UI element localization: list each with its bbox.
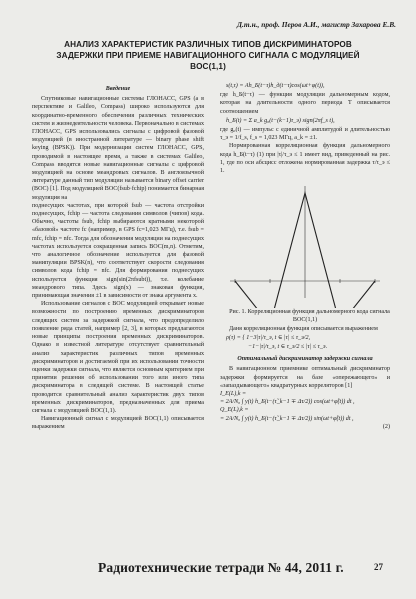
paragraph: Спутниковые навигационные системы ГЛОНАСС, GPS (а в перспективе и Galileo, Compass) широко используются для координатно-временного обеспечения различных технических систем и жизнедеятельности человека. Первоначально в системах ГЛОНАСС, GPS использовались сигналы с цифровой фазовой модуляцией (в иностранной литературе — binary phase shift keying (BPSK)). При модернизации систем ГЛОНАСС, GPS, проводимой в настоящее время, а также в системах Galileo, Compass вводятся новые навигационные сигналы с цифровой модуляцией на основе меандровых сигналов. В англоязычной литературе данный тип модуляции называется binary offset carrier (BOC) [1]. Под модуляцией BOC(fsub·fchip) понимается бинарная модуляция на (32, 96, 204, 201)
paragraph: где h_Б(t−τ) — функция модуляции дальномерным кодом, которая на длительности одного периода T описывается соотношением (220, 92, 390, 115)
correlation-figure (220, 178, 390, 308)
paragraph: Нормированная корреляционная функция дальномерного кода h_Б(t−τ) (1) при |τ|/τ_э ≤ 1 имеет вид, приведенный на рис. 1, где по оси абсцисс отложена нормированная задержка τ/τ_э ≤ 1. (220, 143, 390, 175)
equation-number: (2) (382, 423, 390, 430)
right-column (220, 81, 390, 431)
equation-4: I_E(L),k = (220, 391, 247, 398)
equation-2: h_Б(t) = Σ a_k g₀(t−(k−1)τ_э) sign(2πf_s t), (226, 117, 335, 124)
equation-7 (220, 415, 390, 423)
correlation-plot (220, 178, 390, 308)
paragraph: Даня корреляционная функция описывается выражением (229, 325, 378, 332)
article-title: АНАЛИЗ ХАРАКТЕРИСТИК РАЗЛИЧНЫХ ТИПОВ ДИСКРИМИНАТОРОВ ЗАДЕРЖКИ ПРИ ПРИЕМЕ НАВИГАЦИОННОГО СИГНАЛА С МОДУЛЯЦИЕЙ BOC(1,1) (56, 40, 360, 71)
paragraph: Использование сигналов с BOC модуляцией открывает новые возможности по построению временных дискриминаторов следящих систем за задержкой сигнала, что предопределило появление ряда статей, например [2, 3], в которых предлагаются новые принципы построения временных дискриминаторов. Однако в известной литературе отсутствует сравнительный анализ характеристик различных типов временных дискриминаторов и достигаемой при их использовании точности оценки задержки сигнала, что является основным критерием при принятии решения об использовании того или иного типа дискриминатора в следящей системе. В настоящей статье проводится сравнительный анализ характеристик двух типов временных дискриминаторов, предназначенных для приема сигнала с модуляцией BOC(1,1). (32, 301, 204, 414)
journal-footer: Радиотехнические тетради № 44, 2011 г. (98, 560, 344, 575)
section-heading: Оптимальный дискриминатор задержки сигнала (237, 356, 373, 363)
paragraph: поднесущих частотах, при которой fsub — частота отстройки поднесущих, fchip — частота следования символов (чипов) кода. Обычно, частоты fsub, fchip выбираются кратными некоторой «базовой» частоте fc (например, в GPS fc=1,023 МГц), т.е. fsub = mfc, fchip = nfc. Тогда для обозначения модуляции на поднесущих частотах используется сокращенная запись BOC(m,n). Отметим, что аналогичное обозначение используется для фазовой манипуляции BPSK(n), что соответствует скорости следования символов кода fchip = nfc. Для формирования поднесущих используется функция sign(sin(2πfsubt)), т.е. колебание меандрового типа. Здесь sign(x) — знаковая функция, принимающая значения ±1 в зависимости от знака аргумента x. (32, 202, 204, 300)
paragraph: Навигационный сигнал с модуляцией BOC(1,1) описывается выражением (32, 416, 204, 431)
paragraph: где g₀(t) — импульс с единичной амплитудой и длительностью τ_э = 1/f_s, f_s = 1,023 МГц, a_k = ±1. (220, 127, 390, 142)
equation-6: Q_E(L),k = (220, 407, 249, 414)
figure-caption: Рис. 1. Корреляционная функция дальномерного кода сигнала BOC(1,1) (229, 309, 390, 324)
equation-1: s(t,τ) = Ah_Б(t−τ)h_д(t−τ)cos(ωt+φ(t)), (226, 83, 325, 89)
page-number: 27 (374, 562, 383, 572)
intro-heading: Введение (105, 86, 131, 92)
equation-3a: ρ(τ) = { 1−3|τ|/τ_э, t ∈ |τ| ≤ τ_э/2, (226, 334, 311, 341)
left-column (32, 81, 204, 432)
equation-3b: −1−|τ|/τ_э, t ∈ τ_э/2 ≤ |τ| ≤ τ_э. (248, 344, 328, 351)
equation-7-text: = 2A/N₀ ∫ y(t) h_Б(t−(τ̃_k−1 ∓ Δτ/2)) sin(ωt+φ̃(t)) dt , (220, 415, 354, 422)
paragraph: В навигационном приемнике оптимальный дискриминатор задержки формируется на базе «опережающего» и «запаздывающего» квадратурных корреляторов [1] (220, 366, 390, 389)
equation-5: = 2A/N₀ ∫ y(t) h_Б(t−(τ̃_k−1 ∓ Δτ/2)) cos(ωt+φ̃(t)) dt , (220, 399, 355, 406)
authors-line: Д.т.н., проф. Перов А.И., магистр Захарова Е.В. (236, 20, 396, 29)
